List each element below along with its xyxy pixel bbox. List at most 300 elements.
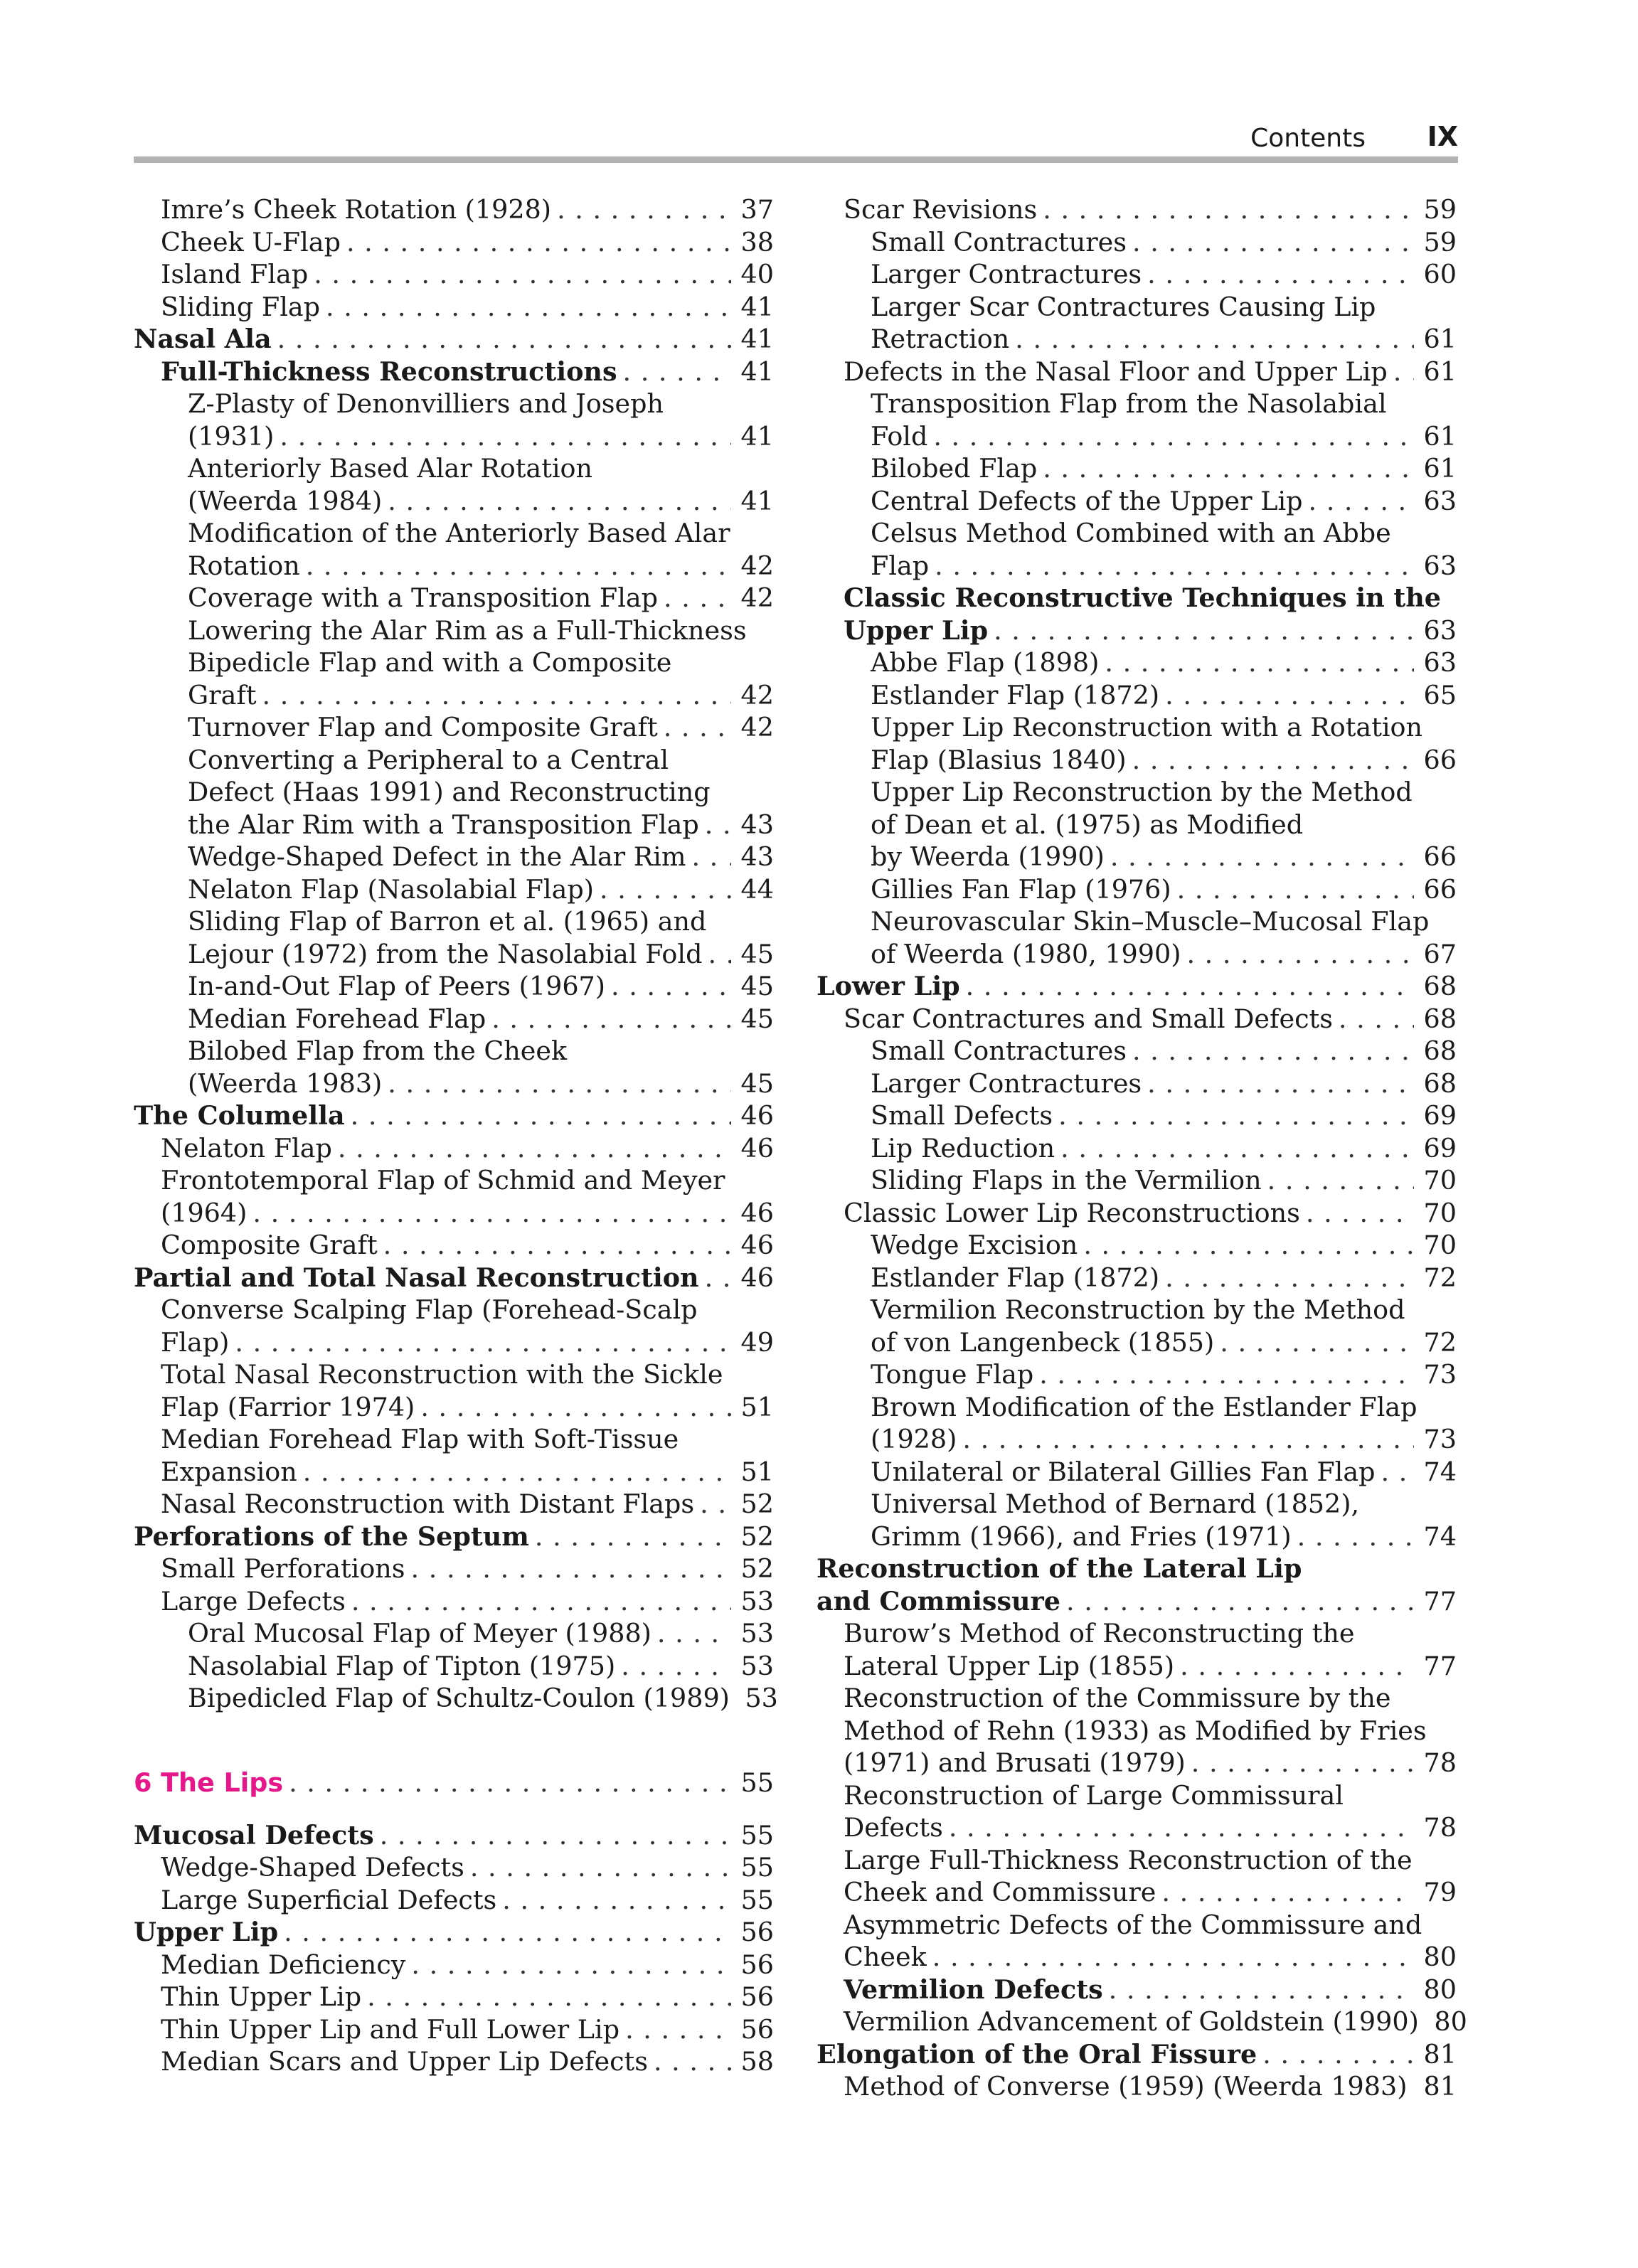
toc-entry-title: of Dean et al. (1975) as Modified (871, 809, 1304, 840)
toc-entry[interactable] (817, 1909, 1457, 1942)
toc-entry[interactable] (817, 873, 1457, 906)
toc-page-number: 68 (1423, 1035, 1457, 1066)
toc-entry[interactable] (817, 841, 1457, 873)
toc-page-number: 56 (740, 1949, 774, 1980)
toc-page-number: 49 (740, 1326, 774, 1358)
toc-entry[interactable] (817, 744, 1457, 777)
toc-entry-title: Full-Thickness Reconstructions (161, 356, 617, 387)
toc-leader-dots (557, 193, 731, 226)
toc-page-number: 55 (740, 1852, 774, 1883)
toc-entry[interactable] (134, 614, 774, 647)
toc-leader-dots (1381, 1456, 1414, 1489)
toc-entry[interactable] (817, 1391, 1457, 1424)
toc-entry-title: Lejour (1972) from the Nasolabial Fold (188, 938, 703, 969)
toc-entry-title: Elongation of the Oral Fissure (817, 2038, 1257, 2070)
toc-entry[interactable] (817, 1068, 1457, 1100)
toc-leader-dots (1180, 1650, 1414, 1683)
toc-entry-title: (1971) and Brusati (1979) (844, 1747, 1186, 1778)
toc-entry-title: Sliding Flap of Barron et al. (1965) and (188, 906, 707, 937)
toc-page-number: 51 (740, 1391, 774, 1422)
toc-entry-title: Nelaton Flap (Nasolabial Flap) (188, 873, 594, 905)
toc-page-number: 78 (1423, 1747, 1457, 1778)
toc-page-number: 46 (740, 1132, 774, 1164)
toc-entry-title: Wedge-Shaped Defect in the Alar Rim (188, 841, 686, 872)
toc-entry[interactable] (817, 905, 1457, 938)
toc-leader-dots (535, 1521, 731, 1553)
toc-entry-title: Upper Lip (134, 1917, 279, 1947)
toc-page-number: 66 (1423, 873, 1457, 905)
toc-entry-title: Graft (188, 679, 257, 710)
toc-entry[interactable] (134, 1326, 774, 1359)
toc-page-number: 46 (740, 1262, 774, 1293)
toc-entry[interactable] (134, 711, 774, 744)
toc-entry-title: Sliding Flaps in the Vermilion (871, 1165, 1262, 1196)
toc-entry-title: Upper Lip Reconstruction with a Rotation (871, 712, 1423, 742)
toc-leader-dots (1147, 1068, 1414, 1100)
toc-page-number: 46 (740, 1197, 774, 1228)
toc-leader-dots (700, 1488, 731, 1521)
toc-leader-dots (933, 420, 1414, 453)
toc-entry[interactable] (134, 1650, 774, 1683)
toc-entry[interactable] (134, 1682, 778, 1715)
toc-page-number: 38 (740, 226, 774, 257)
toc-entry-title: Oral Mucosal Flap of Meyer (1988) (188, 1618, 652, 1649)
toc-leader-dots (470, 1851, 731, 1884)
toc-entry[interactable] (817, 1164, 1457, 1197)
toc-entry[interactable] (817, 711, 1457, 744)
toc-page-number: 68 (1423, 1003, 1457, 1034)
toc-entry-title: Classic Lower Lip Reconstructions (844, 1197, 1300, 1228)
toc-leader-dots (1165, 1262, 1414, 1294)
toc-leader-dots (623, 356, 731, 388)
toc-spacer (134, 1799, 774, 1819)
toc-entry-title: Larger Contractures (871, 1068, 1142, 1099)
toc-entry[interactable] (134, 1949, 774, 1981)
toc-entry-title: Total Nasal Reconstruction with the Sickle (161, 1359, 723, 1390)
toc-entry[interactable] (134, 1164, 774, 1197)
toc-page-number: 70 (1423, 1197, 1457, 1228)
toc-leader-dots (411, 1553, 731, 1585)
toc-entry[interactable] (134, 1423, 774, 1456)
toc-entry-title: Classic Reconstructive Techniques in the (844, 582, 1442, 613)
toc-entry-title: Coverage with a Transposition Flap (188, 582, 659, 613)
toc-entry[interactable] (817, 809, 1457, 841)
toc-leader-dots (1043, 193, 1414, 226)
toc-page-number: 80 (1423, 1974, 1457, 2005)
toc-page-number: 40 (740, 259, 774, 289)
toc-entry[interactable] (134, 1358, 774, 1391)
toc-page-number: 69 (1423, 1100, 1457, 1131)
toc-entry[interactable] (817, 1197, 1457, 1230)
toc-entry[interactable] (817, 1521, 1457, 1553)
toc-entry[interactable] (134, 1851, 774, 1884)
toc-chapter-heading[interactable] (134, 1767, 774, 1799)
toc-entry-title: Reconstruction of the Commissure by the (844, 1683, 1391, 1713)
toc-entry-title: Lower Lip (817, 971, 960, 1001)
toc-entry[interactable] (134, 550, 774, 582)
toc-entry-title: (1931) (188, 420, 275, 452)
toc-leader-dots (654, 2045, 731, 2078)
toc-entry-title: Asymmetric Defects of the Commissure and (844, 1909, 1422, 1940)
toc-leader-dots (1083, 1229, 1414, 1262)
toc-entry[interactable] (134, 1391, 774, 1424)
toc-page-number: 55 (740, 1884, 774, 1915)
toc-entry-title: Perforations of the Septum (134, 1521, 529, 1552)
toc-entry[interactable] (134, 905, 774, 938)
toc-entry[interactable] (817, 1811, 1457, 1844)
toc-entry[interactable] (817, 1553, 1457, 1585)
toc-page-number: 78 (1423, 1812, 1457, 1843)
toc-entry-title: of von Langenbeck (1855) (871, 1326, 1215, 1358)
toc-entry-title: Thin Upper Lip and Full Lower Lip (161, 2013, 620, 2045)
toc-leader-dots (1015, 323, 1414, 356)
toc-entry-title: Bipedicled Flap of Schultz-Coulon (1989) (188, 1683, 730, 1713)
toc-leader-dots (1177, 873, 1414, 906)
toc-leader-dots (289, 1767, 731, 1799)
toc-entry-title: by Weerda (1990) (871, 841, 1105, 872)
toc-entry[interactable] (817, 776, 1457, 809)
toc-entry[interactable] (134, 1981, 774, 2013)
toc-entry[interactable] (134, 873, 774, 906)
toc-entry-title: Upper Lip (844, 614, 989, 646)
toc-leader-dots (932, 1941, 1414, 1974)
toc-entry-title: Unilateral or Bilateral Gillies Fan Flap (871, 1456, 1376, 1487)
toc-leader-dots (235, 1326, 731, 1359)
toc-entry[interactable] (134, 291, 774, 324)
toc-page-number: 53 (740, 1650, 774, 1681)
toc-leader-dots (935, 550, 1414, 582)
toc-entry[interactable] (817, 679, 1457, 712)
toc-leader-dots (284, 1916, 731, 1949)
toc-entry-title: Larger Scar Contractures Causing Lip (871, 291, 1376, 322)
toc-entry-title: 6 The Lips (134, 1767, 284, 1798)
toc-leader-dots (411, 1949, 731, 1981)
toc-leader-dots (708, 938, 731, 971)
toc-leader-dots (502, 1884, 731, 1917)
toc-entry-title: Mucosal Defects (134, 1819, 374, 1851)
toc-entry-title: Large Superficial Defects (161, 1884, 497, 1915)
toc-leader-dots (949, 1811, 1414, 1844)
toc-entry-title: Defects in the Nasal Floor and Upper Lip (844, 356, 1388, 387)
toc-entry-title: Burow’s Method of Reconstructing the (844, 1618, 1355, 1649)
toc-entry[interactable] (817, 1650, 1457, 1683)
toc-entry[interactable] (134, 1068, 774, 1100)
toc-entry[interactable] (817, 1779, 1457, 1812)
toc-entry[interactable] (134, 517, 774, 550)
toc-leader-dots (1309, 485, 1415, 518)
toc-entry[interactable] (817, 646, 1457, 679)
toc-entry[interactable] (134, 356, 774, 388)
toc-entry[interactable] (817, 517, 1457, 550)
toc-leader-dots (1262, 2038, 1414, 2071)
toc-leader-dots (962, 1423, 1414, 1456)
toc-leader-dots (1186, 938, 1414, 971)
toc-entry-title: Z-Plasty of Denonvilliers and Joseph (188, 388, 664, 419)
toc-entry[interactable] (134, 1456, 774, 1489)
toc-page-number: 66 (1423, 744, 1457, 775)
toc-entry[interactable] (817, 420, 1457, 453)
toc-entry-title: Estlander Flap (1872) (871, 1262, 1160, 1293)
toc-page-number: 46 (740, 1230, 774, 1260)
toc-entry[interactable] (134, 646, 774, 679)
toc-entry[interactable] (817, 1456, 1457, 1489)
toc-entry-title: Large Defects (161, 1585, 346, 1617)
toc-page-number: 61 (1423, 356, 1457, 387)
toc-leader-dots (1110, 841, 1414, 873)
toc-entry[interactable] (134, 938, 774, 971)
toc-entry[interactable] (134, 841, 774, 873)
toc-page-number: 42 (740, 679, 774, 710)
toc-page-number: 72 (1423, 1326, 1457, 1358)
toc-entry[interactable] (134, 679, 774, 712)
toc-page-number: 61 (1423, 453, 1457, 484)
toc-entry-title: Turnover Flap and Composite Graft (188, 712, 658, 742)
toc-entry[interactable] (134, 226, 774, 259)
toc-leader-dots (306, 550, 731, 582)
toc-entry-title: Bilobed Flap (871, 453, 1038, 484)
toc-entry[interactable] (817, 452, 1457, 485)
toc-entry[interactable] (817, 1941, 1457, 1974)
toc-entry[interactable] (817, 2070, 1457, 2103)
toc-leader-dots (338, 1132, 731, 1165)
toc-entry-title: Grimm (1966), and Fries (1971) (871, 1521, 1292, 1552)
toc-entry-title: Cheek U-Flap (161, 226, 341, 257)
toc-entry-title: Fold (871, 420, 928, 452)
toc-entry-title: Wedge-Shaped Defects (161, 1852, 464, 1883)
toc-page-number: 77 (1423, 1650, 1457, 1681)
toc-entry-title: Sliding Flap (161, 291, 320, 322)
toc-leader-dots (1297, 1521, 1414, 1553)
toc-page-number: 61 (1423, 420, 1457, 452)
toc-entry[interactable] (134, 388, 774, 420)
toc-entry[interactable] (134, 970, 774, 1003)
toc-entry[interactable] (817, 550, 1457, 582)
toc-leader-dots (367, 1981, 731, 2013)
toc-entry[interactable] (134, 1521, 774, 1553)
toc-entry[interactable] (817, 1747, 1457, 1779)
toc-leader-dots (380, 1819, 731, 1852)
toc-page-number: 70 (1423, 1230, 1457, 1260)
toc-entry-title: Thin Upper Lip (161, 1981, 362, 2012)
toc-leader-dots (657, 1617, 731, 1650)
toc-entry-title: Converse Scalping Flap (Forehead-Scalp (161, 1294, 698, 1325)
toc-entry-title: Larger Contractures (871, 259, 1142, 289)
toc-entry[interactable] (817, 1682, 1457, 1715)
toc-page-number: 37 (740, 194, 774, 225)
toc-entry[interactable] (134, 1197, 774, 1230)
toc-page-number: 59 (1423, 226, 1457, 257)
toc-leader-dots (664, 711, 731, 744)
toc-leader-dots (303, 1456, 731, 1489)
toc-page-number: 74 (1423, 1521, 1457, 1552)
toc-entry[interactable] (817, 614, 1457, 647)
toc-entry-title: Expansion (161, 1456, 297, 1487)
toc-entry[interactable] (134, 1229, 774, 1262)
toc-leader-dots (1043, 452, 1414, 485)
toc-leader-dots (277, 323, 731, 356)
toc-entry-title: (1928) (871, 1424, 957, 1454)
toc-entry-title: (Weerda 1983) (188, 1068, 383, 1099)
toc-entry[interactable] (817, 1585, 1457, 1618)
toc-entry[interactable] (134, 1884, 774, 1917)
toc-leader-dots (351, 1585, 731, 1618)
toc-page-number: 74 (1423, 1456, 1457, 1487)
toc-entry-title: Vermilion Reconstruction by the Method (871, 1294, 1405, 1325)
toc-entry[interactable] (817, 226, 1457, 259)
toc-entry[interactable] (134, 1585, 774, 1618)
toc-entry[interactable] (134, 809, 774, 841)
toc-leader-dots (491, 1003, 731, 1035)
toc-entry[interactable] (134, 1488, 774, 1521)
toc-page-number: 42 (740, 582, 774, 613)
toc-entry[interactable] (134, 582, 774, 614)
toc-entry[interactable] (817, 1488, 1457, 1521)
toc-entry[interactable] (134, 1003, 774, 1035)
toc-entry[interactable] (134, 1294, 774, 1326)
toc-entry-title: Median Forehead Flap (188, 1003, 486, 1034)
toc-entry-title: Lowering the Alar Rim as a Full-Thickness (188, 614, 747, 646)
toc-entry[interactable] (817, 938, 1457, 971)
toc-entry[interactable] (817, 1229, 1457, 1262)
toc-entry[interactable] (134, 2013, 774, 2046)
toc-entry-title: Upper Lip Reconstruction by the Method (871, 777, 1413, 807)
toc-page-number: 52 (740, 1521, 774, 1552)
toc-leader-dots (1161, 1876, 1414, 1909)
toc-entry-title: Nelaton Flap (161, 1132, 332, 1164)
toc-entry-title: Flap (Blasius 1840) (871, 744, 1127, 775)
toc-entry-title: Small Perforations (161, 1553, 405, 1584)
toc-entry[interactable] (817, 258, 1457, 291)
toc-entry[interactable] (817, 1617, 1457, 1650)
toc-entry[interactable] (817, 1326, 1457, 1359)
toc-page-number: 63 (1423, 647, 1457, 678)
toc-leader-dots (1413, 2070, 1414, 2103)
toc-entry[interactable] (817, 1974, 1457, 2006)
toc-entry[interactable] (817, 1100, 1457, 1132)
toc-leader-dots (1306, 1197, 1414, 1230)
toc-entry[interactable] (817, 1715, 1457, 1747)
toc-entry-title: Flap) (161, 1326, 230, 1358)
toc-leader-dots (1132, 1035, 1414, 1068)
toc-entry-title: Composite Graft (161, 1230, 378, 1260)
toc-entry[interactable] (817, 2006, 1467, 2038)
toc-entry-title: Frontotemporal Flap of Schmid and Meyer (161, 1165, 725, 1196)
toc-entry[interactable] (134, 323, 774, 356)
toc-leader-dots (383, 1229, 731, 1262)
toc-entry[interactable] (817, 1035, 1457, 1068)
toc-entry-title: (Weerda 1984) (188, 485, 383, 516)
toc-entry-title: Tongue Flap (871, 1359, 1034, 1390)
toc-entry[interactable] (134, 485, 774, 518)
toc-entry[interactable] (817, 1132, 1457, 1165)
toc-entry-title: Partial and Total Nasal Reconstruction (134, 1262, 699, 1293)
toc-page-number: 56 (740, 2013, 774, 2045)
toc-entry[interactable] (134, 258, 774, 291)
toc-page-number: 66 (1423, 841, 1457, 872)
toc-entry[interactable] (134, 420, 774, 453)
toc-entry-title: Nasal Ala (134, 324, 272, 354)
toc-leader-dots (1393, 356, 1414, 388)
toc-entry[interactable] (817, 1876, 1457, 1909)
toc-entry[interactable] (817, 1358, 1457, 1391)
toc-page-number: 53 (740, 1618, 774, 1649)
toc-page-number: 51 (740, 1456, 774, 1487)
toc-spacer (134, 1715, 774, 1747)
toc-page-number: 68 (1423, 971, 1457, 1001)
toc-page-number: 45 (740, 1003, 774, 1034)
toc-entry[interactable] (134, 1100, 774, 1132)
toc-page-number: 44 (740, 873, 774, 905)
toc-entry[interactable] (134, 776, 774, 809)
toc-entry[interactable] (134, 193, 774, 226)
toc-entry[interactable] (817, 1844, 1457, 1877)
toc-entry[interactable] (134, 1132, 774, 1165)
toc-leader-dots (388, 1068, 731, 1100)
toc-entry-title: The Columella (134, 1100, 345, 1131)
toc-entry[interactable] (134, 1916, 774, 1949)
toc-entry-title: Central Defects of the Upper Lip (871, 485, 1303, 516)
toc-leader-dots (326, 291, 731, 324)
toc-entry[interactable] (134, 1035, 774, 1068)
toc-entry[interactable] (134, 1262, 774, 1294)
toc-entry[interactable] (817, 970, 1457, 1003)
toc-entry[interactable] (134, 744, 774, 777)
toc-leader-dots (1267, 1164, 1414, 1197)
toc-leader-dots (621, 1650, 731, 1683)
toc-entry-title: Anteriorly Based Alar Rotation (188, 453, 593, 484)
toc-leader-dots (420, 1391, 731, 1424)
toc-entry[interactable] (134, 1617, 774, 1650)
toc-entry[interactable] (817, 1003, 1457, 1035)
toc-entry[interactable] (134, 1553, 774, 1585)
toc-entry[interactable] (817, 2038, 1457, 2071)
toc-entry-title: Defect (Haas 1991) and Reconstructing (188, 777, 711, 807)
toc-entry-title: Abbe Flap (1898) (871, 647, 1100, 678)
toc-page-number: 77 (1423, 1585, 1457, 1617)
toc-page-number: 41 (740, 420, 774, 452)
toc-leader-dots (705, 809, 731, 841)
toc-entry[interactable] (134, 1819, 774, 1852)
toc-page-number: 41 (740, 356, 774, 387)
toc-entry-title: Small Contractures (871, 226, 1127, 257)
toc-entry[interactable] (817, 1262, 1457, 1294)
toc-entry[interactable] (817, 291, 1457, 324)
toc-entry-title: of Weerda (1980, 1990) (871, 938, 1181, 969)
toc-entry-title: Wedge Excision (871, 1230, 1078, 1260)
toc-entry[interactable] (817, 323, 1457, 356)
running-head-label: Contents (1250, 124, 1366, 153)
toc-entry-title: Island Flap (161, 259, 309, 289)
toc-entry[interactable] (817, 1294, 1457, 1326)
toc-entry[interactable] (817, 193, 1457, 226)
toc-page-number: 55 (740, 1767, 774, 1798)
toc-page-number: 73 (1423, 1424, 1457, 1454)
toc-page-number: 80 (1423, 1942, 1457, 1972)
toc-entry[interactable] (817, 388, 1457, 420)
page-number: IX (1427, 121, 1458, 152)
toc-entry[interactable] (134, 2045, 774, 2078)
toc-entry[interactable] (817, 485, 1457, 518)
toc-entry[interactable] (817, 356, 1457, 388)
toc-entry[interactable] (817, 582, 1457, 614)
toc-page-number: 41 (740, 324, 774, 354)
toc-page-number: 56 (740, 1917, 774, 1947)
toc-leader-dots (280, 420, 731, 453)
toc-entry[interactable] (134, 452, 774, 485)
toc-leader-dots (388, 485, 731, 518)
toc-leader-dots (1105, 646, 1414, 679)
toc-entry[interactable] (817, 1423, 1457, 1456)
